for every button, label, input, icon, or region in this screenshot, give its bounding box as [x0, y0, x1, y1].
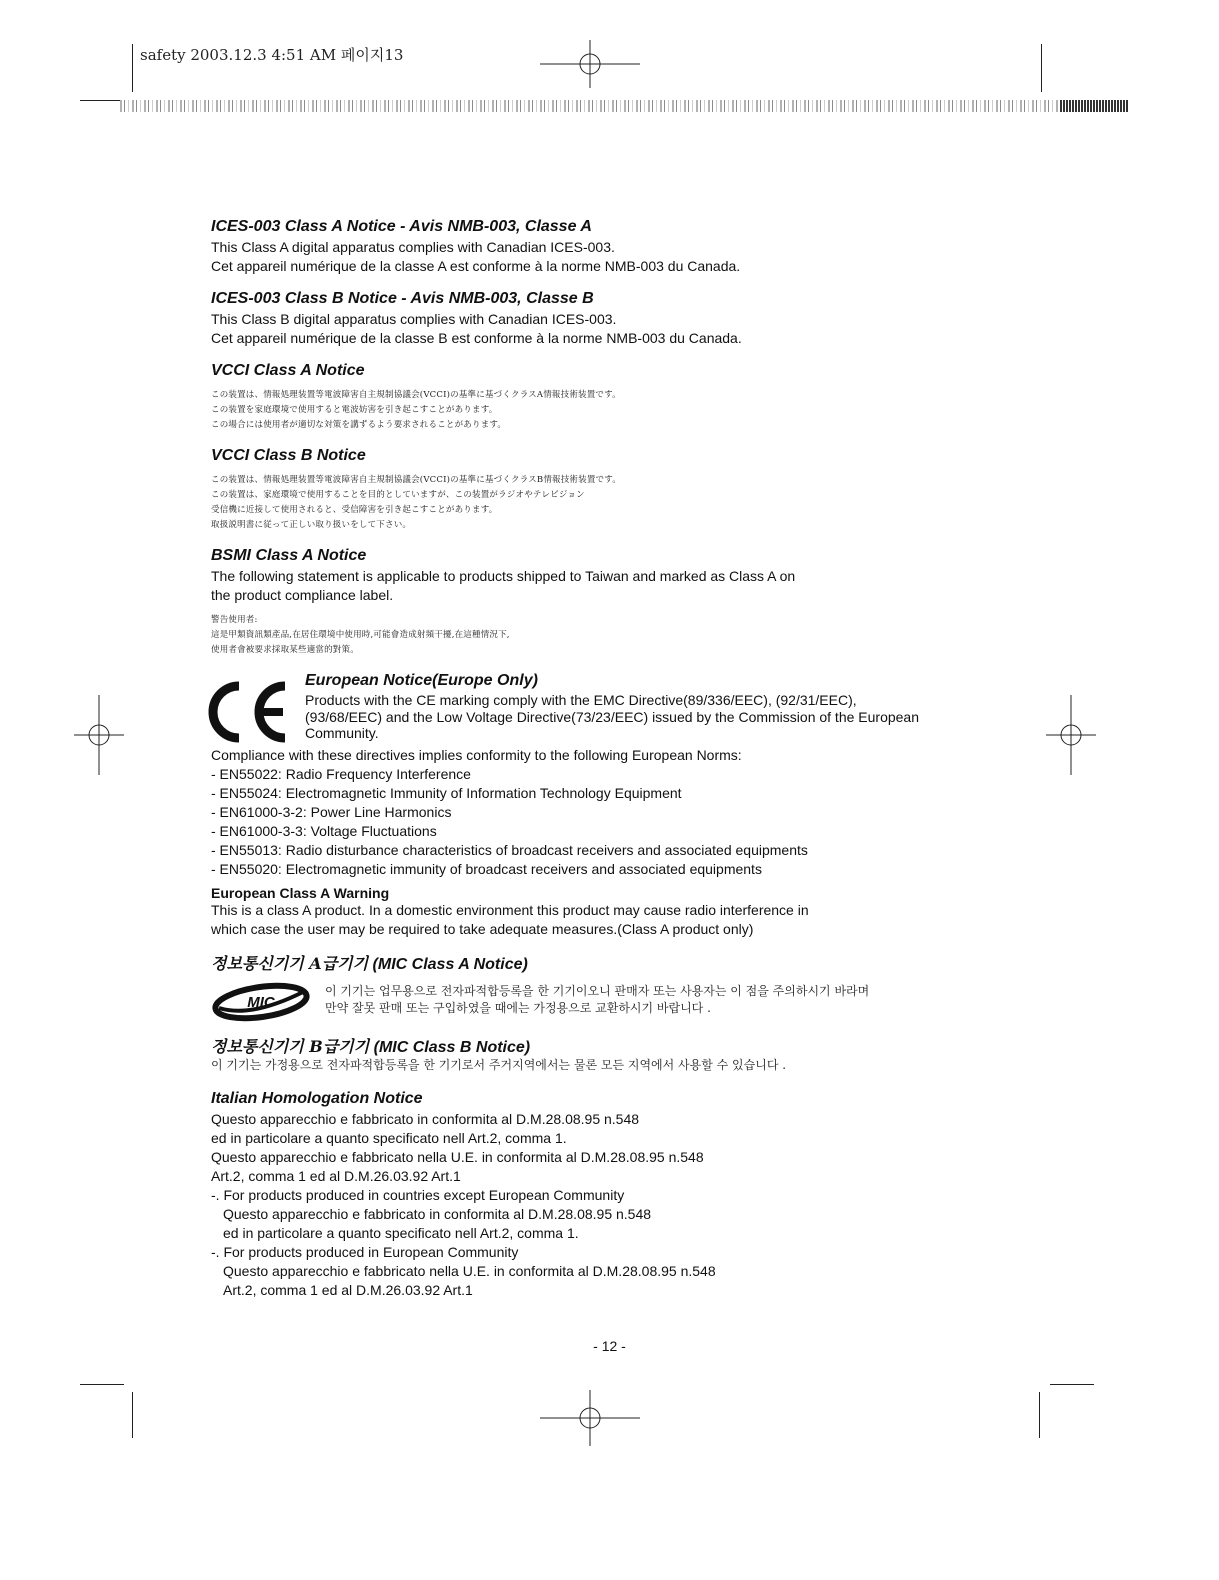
japanese-line: 取扱説明書に従って正しい取り扱いをして下さい。 [211, 520, 412, 530]
crop-mark [80, 100, 120, 101]
norm-list-item: - EN61000-3-2: Power Line Harmonics [211, 804, 452, 820]
text-line: Questo apparecchio e fabbricato in conformita al D.M.28.08.95 n.548 [211, 1111, 640, 1127]
mic-logo [211, 978, 311, 1022]
japanese-line: この装置は、情報処理装置等電波障害自主規制協議会(VCCI)の基準に基づくクラスB情報技術装置です。 [211, 475, 621, 485]
japanese-line: 受信機に近接して使用されると、受信障害を引き起こすことがあります。 [211, 505, 498, 515]
crop-mark [1039, 1392, 1040, 1438]
ce-row [211, 672, 971, 746]
japanese-line: この装置は、情報処理装置等電波障害自主規制協議会(VCCI)の基準に基づくクラスA情報技術装置です。 [211, 390, 621, 400]
text-line: Community. [305, 725, 379, 741]
ce-mark-logo [201, 676, 291, 746]
section-vcci-class-a [211, 362, 971, 433]
japanese-line: この場合には使用者が適切な対策を講ずるよう要求されることがあります。 [211, 420, 507, 430]
registration-mark-bottom [540, 1390, 640, 1446]
mic-row [211, 978, 971, 1022]
text-line: ed in particolare a quanto specificato nell Art.2, comma 1. [211, 1130, 567, 1146]
section-title: European Notice(Europe Only) [305, 672, 538, 689]
text-line: -. For products produced in European Community [211, 1244, 519, 1260]
indented-line: Art.2, comma 1 ed al D.M.26.03.92 Art.1 [223, 1282, 473, 1298]
ce-text-block [305, 672, 919, 740]
text-line: Compliance with these directives implies conformity to the following European Norms: [211, 747, 742, 763]
indented-line: Questo apparecchio e fabbricato nella U.E. in conformita al D.M.28.08.95 n.548 [223, 1263, 716, 1279]
crop-mark [132, 1392, 133, 1438]
document-body [211, 218, 971, 1314]
registration-mark-top [540, 40, 640, 88]
chinese-line: 使用者會被要求採取某些適當的對策。 [211, 645, 359, 655]
text-line: Cet appareil numérique de la classe A est conforme à la norme NMB-003 du Canada. [211, 258, 741, 274]
section-title: VCCI Class A Notice [211, 362, 365, 379]
korean-title: 정보통신기기 A급기기 [211, 954, 369, 973]
text-line: (93/68/EEC) and the Low Voltage Directive(73/23/EEC) issued by the Commission of the European [305, 709, 919, 725]
section-mic-class-a [211, 951, 971, 1022]
text-line: The following statement is applicable to products shipped to Taiwan and marked as Class A on [211, 568, 796, 584]
norm-list-item: - EN55013: Radio disturbance characteristics of broadcast receivers and associated equipments [211, 842, 808, 858]
section-title: Italian Homologation Notice [211, 1090, 423, 1107]
chinese-line: 這是甲類資訊類產品,在居住環境中使用時,可能會造成射頻干擾,在這種情況下, [211, 630, 510, 640]
section-ices-class-a [211, 218, 971, 276]
section-mic-class-b [211, 1034, 971, 1074]
text-line: -. For products produced in countries except European Community [211, 1187, 625, 1203]
page-number: - 12 - [593, 1338, 626, 1354]
crop-mark [1050, 1384, 1094, 1385]
text-line: Products with the CE marking comply with the EMC Directive(89/336/EEC), (92/31/EEC), [305, 692, 857, 708]
section-title: ICES-003 Class B Notice - Avis NMB-003, Classe B [211, 290, 594, 307]
korean-title: 정보통신기기 B급기기 [211, 1037, 370, 1056]
section-bsmi-class-a [211, 547, 971, 658]
crop-mark [132, 44, 133, 92]
section-title: BSMI Class A Notice [211, 547, 367, 564]
section-italian-homologation [211, 1090, 971, 1300]
english-title: (MIC Class A Notice) [368, 956, 528, 973]
text-line: Questo apparecchio e fabbricato nella U.E. in conformita al D.M.28.08.95 n.548 [211, 1149, 704, 1165]
text-line: Art.2, comma 1 ed al D.M.26.03.92 Art.1 [211, 1168, 461, 1184]
text-line: This Class A digital apparatus complies with Canadian ICES-003. [211, 239, 615, 255]
korean-line: 만약 잘못 판매 또는 구입하였을 때에는 가정용으로 교환하시기 바랍니다 . [325, 1001, 711, 1015]
japanese-line: この装置を家庭環境で使用すると電波妨害を引き起こすことがあります。 [211, 405, 498, 415]
section-ices-class-b [211, 290, 971, 348]
section-title [211, 951, 971, 974]
header-label: safety 2003.12.3 4:51 AM 페이지13 [140, 46, 404, 64]
registration-mark-right [1046, 695, 1096, 775]
korean-line: 이 기기는 업무용으로 전자파적합등록을 한 기기이오니 판매자 또는 사용자는 이 점을 주의하시기 바라며 [325, 984, 870, 998]
norm-list-item: - EN61000-3-3: Voltage Fluctuations [211, 823, 437, 839]
text-line: which case the user may be required to take adequate measures.(Class A product only) [211, 921, 754, 937]
norm-list-item: - EN55020: Electromagnetic immunity of broadcast receivers and associated equipments [211, 861, 762, 877]
text-line: This is a class A product. In a domestic environment this product may cause radio interference in [211, 902, 809, 918]
section-title: ICES-003 Class A Notice - Avis NMB-003, Classe A [211, 218, 592, 235]
section-title: VCCI Class B Notice [211, 447, 366, 464]
crop-mark [1041, 44, 1042, 92]
text-line: This Class B digital apparatus complies with Canadian ICES-003. [211, 311, 617, 327]
mic-text-block [325, 983, 869, 1017]
chinese-line: 警告使用者: [211, 615, 258, 625]
japanese-line: この装置は、家庭環境で使用することを目的としていますが、この装置がラジオやテレビジョン [211, 490, 585, 500]
indented-line: Questo apparecchio e fabbricato in conformita al D.M.28.08.95 n.548 [223, 1206, 652, 1222]
section-vcci-class-b [211, 447, 971, 533]
section-title [211, 1034, 971, 1057]
english-title: (MIC Class B Notice) [369, 1039, 531, 1056]
crop-mark [80, 1384, 124, 1385]
scan-noise-band-end [1060, 100, 1128, 112]
norm-list-item: - EN55024: Electromagnetic Immunity of Information Technology Equipment [211, 785, 682, 801]
mic-logo-text: MIC [247, 994, 275, 1011]
text-line: the product compliance label. [211, 587, 394, 603]
indented-line: ed in particolare a quanto specificato nell Art.2, comma 1. [223, 1225, 579, 1241]
warning-title: European Class A Warning [211, 885, 390, 901]
registration-mark-left [74, 695, 124, 775]
section-european-notice [211, 672, 971, 939]
text-line: Cet appareil numérique de la classe B est conforme à la norme NMB-003 du Canada. [211, 330, 742, 346]
korean-line: 이 기기는 가정용으로 전자파적합등록을 한 기기로서 주거지역에서는 물론 모든 지역에서 사용할 수 있습니다 . [211, 1058, 787, 1072]
norm-list-item: - EN55022: Radio Frequency Interference [211, 766, 471, 782]
scan-noise-band [120, 100, 1128, 112]
